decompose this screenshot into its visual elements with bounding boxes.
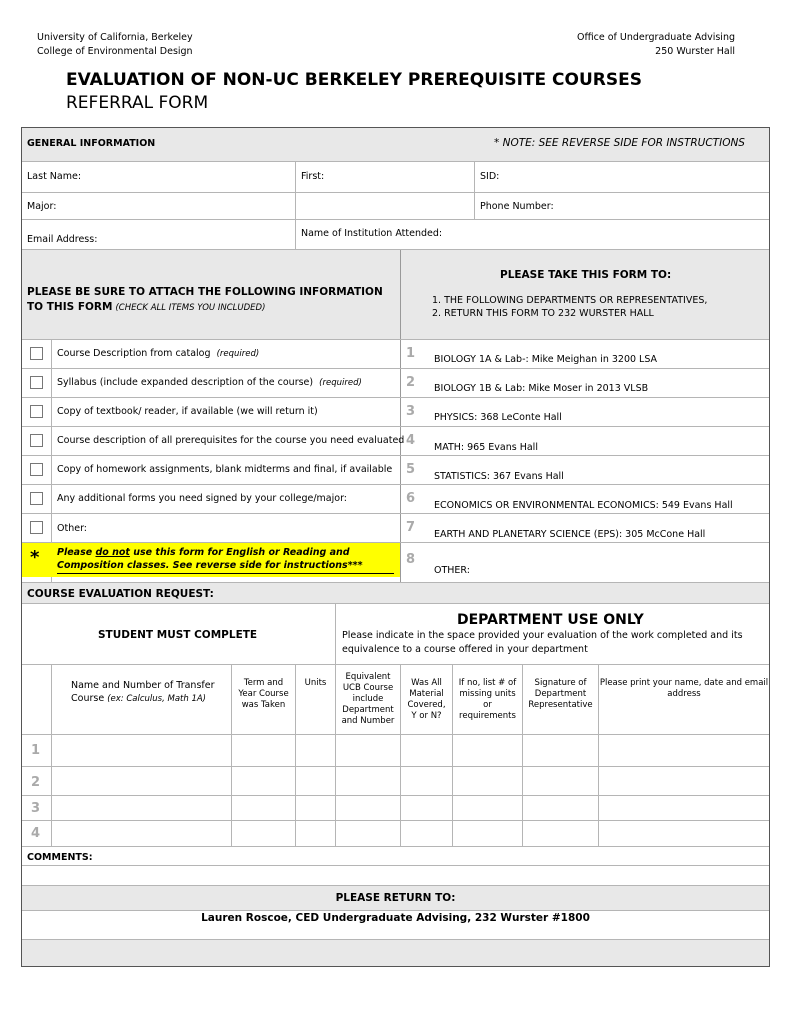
checkbox-other[interactable]: [30, 521, 43, 534]
checklist-item: Copy of homework assignments, blank midterms and final, if available: [57, 464, 393, 475]
col-term-year: Term and Year Course was Taken: [238, 678, 289, 710]
department-number: 2: [406, 375, 416, 390]
university-name: University of California, Berkeley: [37, 32, 193, 43]
sid-field[interactable]: SID:: [480, 171, 500, 182]
college-name: College of Environmental Design: [37, 46, 193, 57]
department-item: MATH: 965 Evans Hall: [434, 442, 538, 453]
eval-row-number: 2: [31, 775, 41, 790]
return-address: Lauren Roscoe, CED Undergraduate Advising, 232 Wurster #1800: [201, 912, 590, 924]
eval-row-number: 3: [31, 801, 41, 816]
attach-heading-line1: PLEASE BE SURE TO ATTACH THE FOLLOWING INFORMATION: [27, 286, 383, 298]
warning-star: *: [30, 547, 40, 568]
checklist-item: Copy of textbook/ reader, if available (we will return it): [57, 406, 318, 417]
department-number: 5: [406, 462, 416, 477]
institution-field[interactable]: Name of Institution Attended:: [301, 228, 443, 239]
col-print-name: Please print your name, date and email address: [599, 678, 769, 699]
checkbox-textbook[interactable]: [30, 405, 43, 418]
take-form-heading: PLEASE TAKE THIS FORM TO:: [500, 269, 672, 281]
checkbox-syllabus[interactable]: [30, 376, 43, 389]
general-info-heading: GENERAL INFORMATION: [27, 138, 156, 149]
col-units: Units: [304, 678, 327, 688]
footer-band: [22, 940, 769, 966]
col-signature: Signature of Department Representative: [528, 678, 593, 710]
phone-number-field[interactable]: Phone Number:: [480, 201, 554, 212]
department-number: 4: [406, 433, 416, 448]
department-use-only: DEPARTMENT USE ONLY: [457, 612, 644, 628]
checkbox-prerequisites[interactable]: [30, 434, 43, 447]
col-missing-units: If no, list # of missing units or requirements: [458, 678, 517, 721]
student-must-complete: STUDENT MUST COMPLETE: [98, 629, 258, 641]
form-title: EVALUATION OF NON-UC BERKELEY PREREQUISITE COURSES: [66, 70, 642, 90]
major-field[interactable]: Major:: [27, 201, 57, 212]
eval-row-number: 1: [31, 743, 41, 758]
checklist-item: Course Description from catalog (required): [57, 348, 260, 359]
warning-text-line2: Composition classes. See reverse side for instructions***: [57, 560, 363, 571]
department-other-field[interactable]: OTHER:: [434, 565, 470, 576]
checklist-item: Any additional forms you need signed by your college/major:: [57, 493, 348, 504]
department-number: 6: [406, 491, 416, 506]
last-name-field[interactable]: Last Name:: [27, 171, 82, 182]
email-address-field[interactable]: Email Address:: [27, 234, 98, 245]
office-address: 250 Wurster Hall: [655, 46, 735, 57]
checklist-item: Other:: [57, 523, 88, 534]
department-number: 3: [406, 404, 416, 419]
university-header: [37, 31, 193, 59]
department-item: PHYSICS: 368 LeConte Hall: [434, 412, 562, 423]
dept-instructions-line1: Please indicate in the space provided your evaluation of the work completed and its: [342, 630, 743, 641]
checklist-item: Course description of all prerequisites for the course you need evaluated: [57, 435, 405, 446]
take-form-line2: 2. RETURN THIS FORM TO 232 WURSTER HALL: [432, 308, 654, 319]
office-name: Office of Undergraduate Advising: [577, 32, 735, 43]
department-item: BIOLOGY 1A & Lab-: Mike Meighan in 3200 LSA: [434, 354, 658, 365]
department-item: ECONOMICS OR ENVIRONMENTAL ECONOMICS: 549 Evans Hall: [434, 500, 733, 511]
checklist-item: Syllabus (include expanded description of the course) (required): [57, 377, 362, 388]
form-frame: [21, 127, 770, 967]
evaluation-heading: COURSE EVALUATION REQUEST:: [27, 588, 214, 600]
department-item: BIOLOGY 1B & Lab: Mike Moser in 2013 VLSB: [434, 383, 649, 394]
return-heading: PLEASE RETURN TO:: [335, 892, 456, 904]
department-number: 1: [406, 346, 416, 361]
department-item: STATISTICS: 367 Evans Hall: [434, 471, 564, 482]
attach-heading-line2: TO THIS FORM (CHECK ALL ITEMS YOU INCLUDED): [27, 301, 266, 313]
warning-text-line1: Please do not use this form for English or Reading and: [57, 547, 350, 558]
checkbox-course-description[interactable]: [30, 347, 43, 360]
first-name-field[interactable]: First:: [301, 171, 325, 182]
checkbox-homework[interactable]: [30, 463, 43, 476]
dept-instructions-line2: equivalence to a course offered in your department: [342, 644, 588, 655]
eval-row-number: 4: [31, 826, 41, 841]
department-item: EARTH AND PLANETARY SCIENCE (EPS): 305 McCone Hall: [434, 529, 706, 540]
department-number: 8: [406, 552, 416, 567]
checkbox-additional-forms[interactable]: [30, 492, 43, 505]
col-equivalent: Equivalent UCB Course include Department and Number: [341, 672, 395, 726]
department-number: 7: [406, 520, 416, 535]
form-subtitle: REFERRAL FORM: [66, 93, 209, 113]
take-form-line1: 1. THE FOLLOWING DEPARTMENTS OR REPRESENTATIVES,: [432, 295, 708, 306]
col-course-name: Name and Number of Transfer Course (ex: Calculus, Math 1A): [71, 680, 215, 704]
office-header: [577, 31, 735, 59]
col-material-covered: Was All Material Covered, Y or N?: [407, 678, 446, 721]
instructions-note: * NOTE: SEE REVERSE SIDE FOR INSTRUCTIONS: [494, 137, 745, 149]
comments-label: COMMENTS:: [27, 852, 93, 863]
